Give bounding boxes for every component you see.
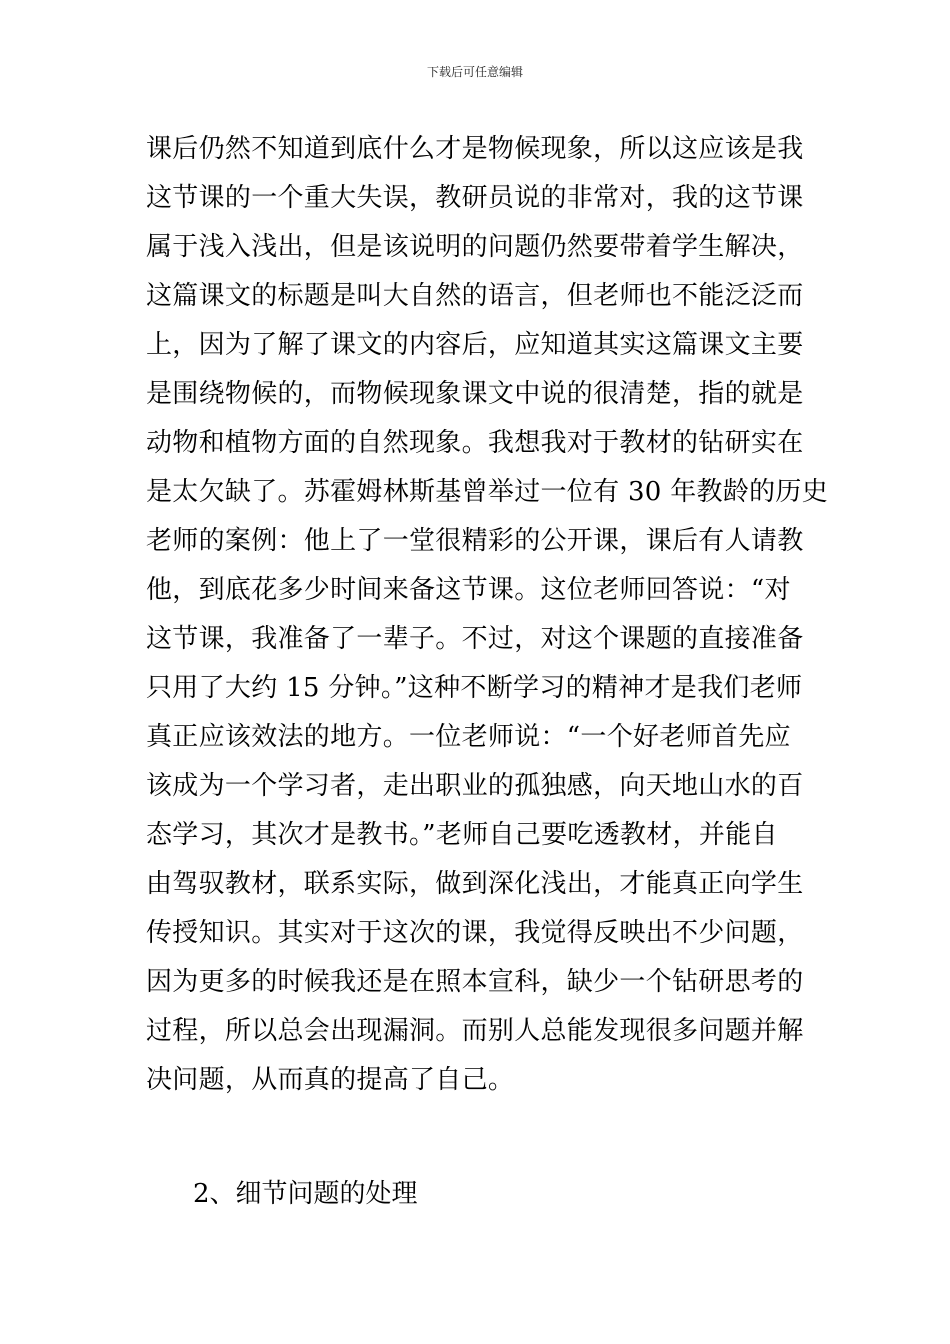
paragraph-line: 由驾驭教材，联系实际，做到深化浅出，才能真正向学生 <box>146 869 804 899</box>
paragraph-line: 这节课，我准备了一辈子。不过，对这个课题的直接准备 <box>146 624 804 654</box>
paragraph-line: 只用了大约 15 分钟。”这种不断学习的精神才是我们老师 <box>146 673 803 703</box>
paragraph-line: 传授知识。其实对于这次的课，我觉得反映出不少问题， <box>146 918 804 948</box>
paragraph-line: 该成为一个学习者，走出职业的孤独感，向天地山水的百 <box>146 771 804 801</box>
paragraph-line: 是围绕物候的，而物候现象课文中说的很清楚，指的就是 <box>146 379 804 409</box>
paragraph-line: 这节课的一个重大失误，教研员说的非常对，我的这节课 <box>146 183 804 213</box>
paragraph-line: 上，因为了解了课文的内容后，应知道其实这篇课文主要 <box>146 330 804 360</box>
section-heading: 2、细节问题的处理 <box>193 1179 418 1209</box>
paragraph-line: 决问题，从而真的提高了自己。 <box>146 1065 515 1095</box>
paragraph-line: 态学习，其次才是教书。”老师自己要吃透教材，并能自 <box>146 820 778 850</box>
paragraph-line: 动物和植物方面的自然现象。我想我对于教材的钻研实在 <box>146 428 804 458</box>
body-paragraph <box>146 125 829 1105</box>
paragraph-line: 真正应该效法的地方。一位老师说：“一个好老师首先应 <box>146 722 791 752</box>
paragraph-line: 过程，所以总会出现漏洞。而别人总能发现很多问题并解 <box>146 1016 804 1046</box>
paragraph-line: 是太欠缺了。苏霍姆林斯基曾举过一位有 30 年教龄的历史 <box>146 477 829 507</box>
paragraph-line: 这篇课文的标题是叫大自然的语言，但老师也不能泛泛而 <box>146 281 804 311</box>
paragraph-line: 老师的案例：他上了一堂很精彩的公开课，课后有人请教 <box>146 526 804 556</box>
paragraph-line: 课后仍然不知道到底什么才是物候现象，所以这应该是我 <box>146 134 804 164</box>
page-header-note: 下载后可任意编辑 <box>426 65 523 79</box>
paragraph-line: 属于浅入浅出，但是该说明的问题仍然要带着学生解决， <box>146 232 804 262</box>
paragraph-line: 因为更多的时候我还是在照本宣科，缺少一个钻研思考的 <box>146 967 804 997</box>
paragraph-line: 他，到底花多少时间来备这节课。这位老师回答说：“对 <box>146 575 791 605</box>
